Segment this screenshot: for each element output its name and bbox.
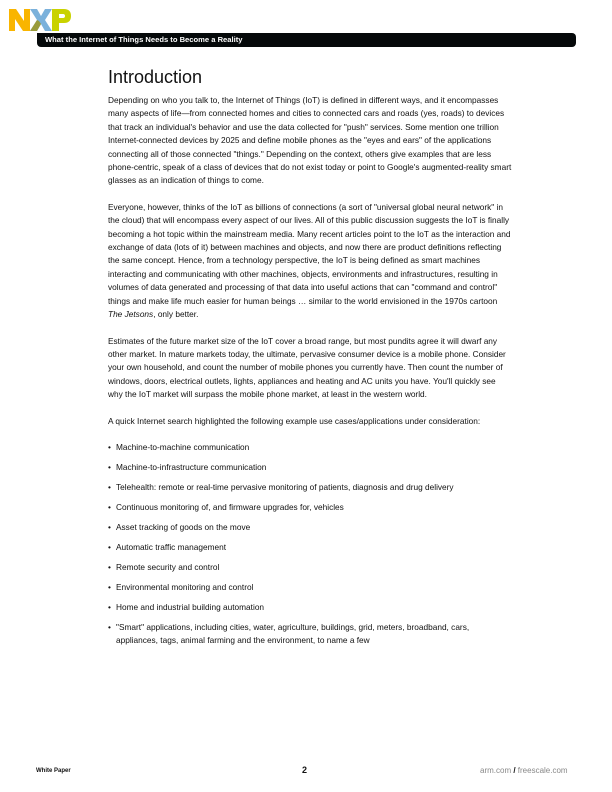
logo-n-shape bbox=[9, 9, 30, 31]
document-title: What the Internet of Things Needs to Become a Reality bbox=[45, 35, 243, 44]
paragraph-4: A quick Internet search highlighted the following example use cases/applications under consideration: bbox=[108, 415, 481, 426]
nxp-logo bbox=[9, 9, 71, 31]
list-item-text: "Smart" applications, including cities, water, agriculture, buildings, grid, meters, broadband, cars, appliances, tags, animal farming and the environment, to name a few bbox=[116, 621, 470, 646]
bullet-icon: • bbox=[108, 561, 111, 572]
list-item bbox=[108, 561, 512, 574]
list-item bbox=[108, 481, 512, 494]
paragraph-2-tail: , only better. bbox=[153, 309, 199, 320]
list-item-text: Environmental monitoring and control bbox=[116, 581, 254, 592]
bullet-icon: • bbox=[108, 581, 111, 592]
list-item bbox=[108, 501, 512, 514]
list-item-text: Machine-to-infrastructure communication bbox=[116, 461, 267, 472]
bullet-icon: • bbox=[108, 541, 111, 552]
main-content bbox=[108, 66, 512, 654]
bullet-icon: • bbox=[108, 521, 111, 532]
footer-links bbox=[480, 766, 568, 775]
bullet-icon: • bbox=[108, 621, 111, 632]
bullet-icon: • bbox=[108, 481, 111, 492]
use-cases-list bbox=[108, 441, 512, 648]
paragraph-1: Depending on who you talk to, the Internet of Things (IoT) is defined in different ways, and it encompasses many aspects of life—from connected homes and cities to connected cars and roads (yes, roads) to devices that track an individual's behavior and use the data collected for "push" services. Some mention one trillion Internet-connected devices by 2025 and define mobile phones as the "eyes and ears" of the applications connecting all of those connected "things." Depending on the context, others give examples that are less phone-centric, speak of a class of devices that do not exist today or point to Google's augmented-reality smart glasses as an indication of things to come. bbox=[108, 95, 512, 186]
freescale-link[interactable]: freescale.com bbox=[517, 766, 568, 775]
bullet-icon: • bbox=[108, 601, 111, 612]
list-item bbox=[108, 601, 512, 614]
jetsons-title: The Jetsons bbox=[108, 309, 154, 320]
section-title: Introduction bbox=[108, 67, 203, 87]
paragraph-3: Estimates of the future market size of the IoT cover a broad range, but most pundits agree it will dwarf any other market. In mature markets today, the ultimate, pervasive consumer device is a mobile phone. Consider your own household, and count the number of mobile phones you currently have. Then count the number of windows, doors, electrical outlets, lights, appliances and heating and AC units you have. You'll quickly see why the IoT market will surpass the mobile phone market, at least in the western world. bbox=[108, 335, 506, 400]
logo-p-shape bbox=[52, 9, 71, 31]
list-item-text: Telehealth: remote or real-time pervasive monitoring of patients, diagnosis and drug delivery bbox=[116, 481, 454, 492]
list-item bbox=[108, 541, 512, 554]
footer-doc-type: White Paper bbox=[36, 768, 71, 774]
list-item bbox=[108, 441, 512, 454]
list-item-text: Continuous monitoring of, and firmware upgrades for, vehicles bbox=[116, 501, 344, 512]
page-number: 2 bbox=[302, 765, 308, 775]
list-item-text: Asset tracking of goods on the move bbox=[116, 521, 251, 532]
list-item-text: Home and industrial building automation bbox=[116, 601, 265, 612]
list-item bbox=[108, 461, 512, 474]
list-item-text: Machine-to-machine communication bbox=[116, 441, 250, 452]
list-item-text: Remote security and control bbox=[116, 561, 220, 572]
list-item-text: Automatic traffic management bbox=[116, 541, 227, 552]
bullet-icon: • bbox=[108, 461, 111, 472]
bullet-icon: • bbox=[108, 501, 111, 512]
footer-separator: / bbox=[511, 766, 518, 775]
arm-link[interactable]: arm.com bbox=[480, 766, 512, 775]
list-item bbox=[108, 521, 512, 534]
logo-x-shadow-shape bbox=[30, 20, 41, 31]
list-item bbox=[108, 581, 512, 594]
list-item bbox=[108, 621, 512, 648]
paragraph-2 bbox=[108, 201, 512, 322]
paragraph-2-text: Everyone, however, thinks of the IoT as billions of connections (a sort of "universal global neural network" in the cloud) that will encompass every aspect of our lives. All of this public discussion suggests the IoT is finally becoming a hot topic within the mainstream media. Many recent articles point to the IoT as the interaction and exchange of data (lots of it) between machines and objects, and now there are product definitions reflecting the same concept. Hence, from a technology perspective, the IoT is being defined as smart machines interacting and communicating with other machines, objects, environments and infrastructures, resulting in volumes of data generated and processing of that data into useful actions that can "command and control" things and make life much easier for human beings … similar to the world envisioned in the 1970s cartoon bbox=[108, 201, 511, 306]
bullet-icon: • bbox=[108, 441, 111, 452]
